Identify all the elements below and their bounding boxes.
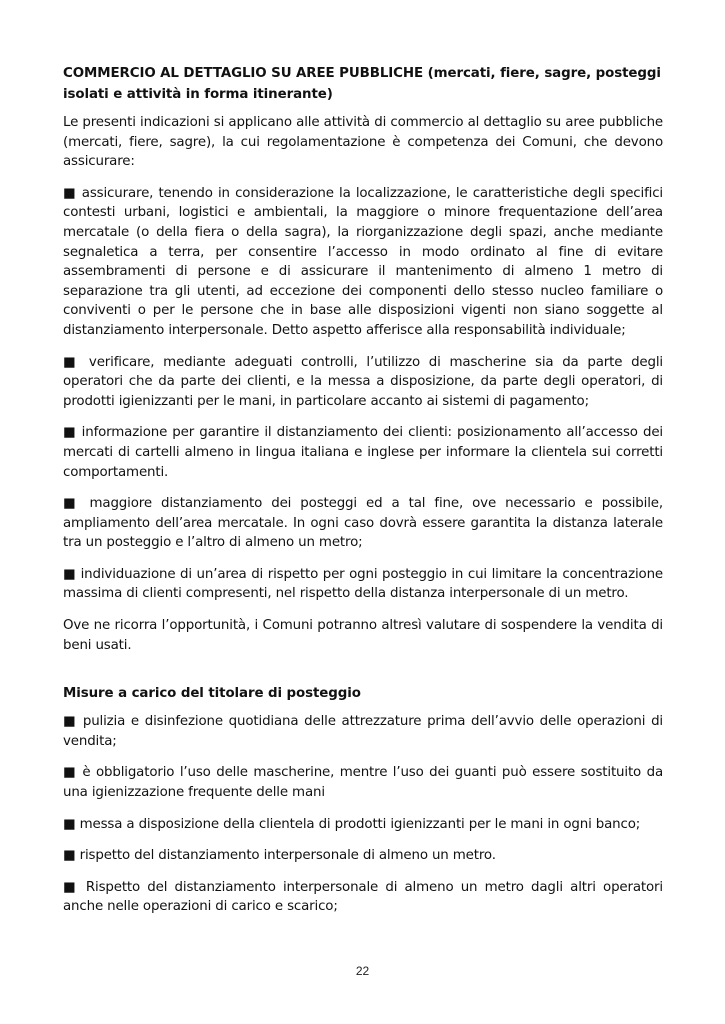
list-item: ■ individuazione di un’area di rispetto per ogni posteggio in cui limitare la concentrazione massima di clienti compresenti, nel rispetto della distanza interpersonale di un metro.: [63, 566, 663, 602]
section-title: COMMERCIO AL DETTAGLIO SU AREE PUBBLICHE (mercati, fiere, sagre, posteggi isolati e attività in forma itinerante): [63, 66, 661, 102]
list-item: ■ verificare, mediante adeguati controlli, l’utilizzo di mascherine sia da parte degli operatori che da parte dei clienti, e la messa a disposizione, da parte degli operatori, di prodotti igienizzanti per le mani, in particolare accanto ai sistemi di pagamento;: [63, 354, 663, 409]
list-item: ■ assicurare, tenendo in considerazione la localizzazione, le caratteristiche degli specifici contesti urbani, logistici e ambientali, la maggiore o minore frequentazione dell’area mercatale (o della fiera o della sagra), la riorganizzazione degli spazi, anche mediante segnaletica a terra, per consentire l’accesso in modo ordinato al fine di evitare assembramenti di persone e di assicurare il mantenimento di almeno 1 metro di separazione tra gli utenti, ad eccezione dei componenti dello stesso nucleo familiare o conviventi o per le persone che in base alle disposizioni vigenti non siano soggette al distanziamento interpersonale. Detto aspetto afferisce alla responsabilità individuale;: [63, 185, 663, 338]
section-title: Misure a carico del titolare di posteggio: [63, 686, 361, 702]
list-item: ■ messa a disposizione della clientela di prodotti igienizzanti per le mani in ogni banco;: [63, 816, 641, 832]
document-page: [63, 63, 663, 929]
intro-paragraph: Le presenti indicazioni si applicano alle attività di commercio al dettaglio su aree pubbliche (mercati, fiere, sagre), la cui regolamentazione è competenza dei Comuni, che devono assicurare:: [63, 115, 663, 170]
list-item: ■ è obbligatorio l’uso delle mascherine, mentre l’uso dei guanti può essere sostituito da una igienizzazione frequente delle mani: [63, 765, 663, 801]
list-item: ■ rispetto del distanziamento interpersonale di almeno un metro.: [63, 848, 496, 864]
list-item: ■ informazione per garantire il distanziamento dei clienti: posizionamento all’accesso dei mercati di cartelli almeno in lingua italiana e inglese per informare la clientela sui corretti comportamenti.: [63, 425, 663, 480]
list-item: ■ maggiore distanziamento dei posteggi ed a tal fine, ove necessario e possibile, ampliamento dell’area mercatale. In ogni caso dovrà essere garantita la distanza laterale tra un posteggio e l’altro di almeno un metro;: [63, 496, 663, 551]
page-number: 22: [355, 964, 370, 978]
section-commercio-aree-pubbliche: [63, 63, 663, 655]
list-item: ■ Rispetto del distanziamento interpersonale di almeno un metro dagli altri operatori anche nelle operazioni di carico e scarico;: [63, 879, 663, 915]
section-misure-titolare: [63, 683, 663, 917]
list-item: ■ pulizia e disinfezione quotidiana delle attrezzature prima dell’avvio delle operazioni di vendita;: [63, 714, 663, 749]
closing-paragraph: Ove ne ricorra l’opportunità, i Comuni potranno altresì valutare di sospendere la vendita di beni usati.: [63, 618, 663, 653]
